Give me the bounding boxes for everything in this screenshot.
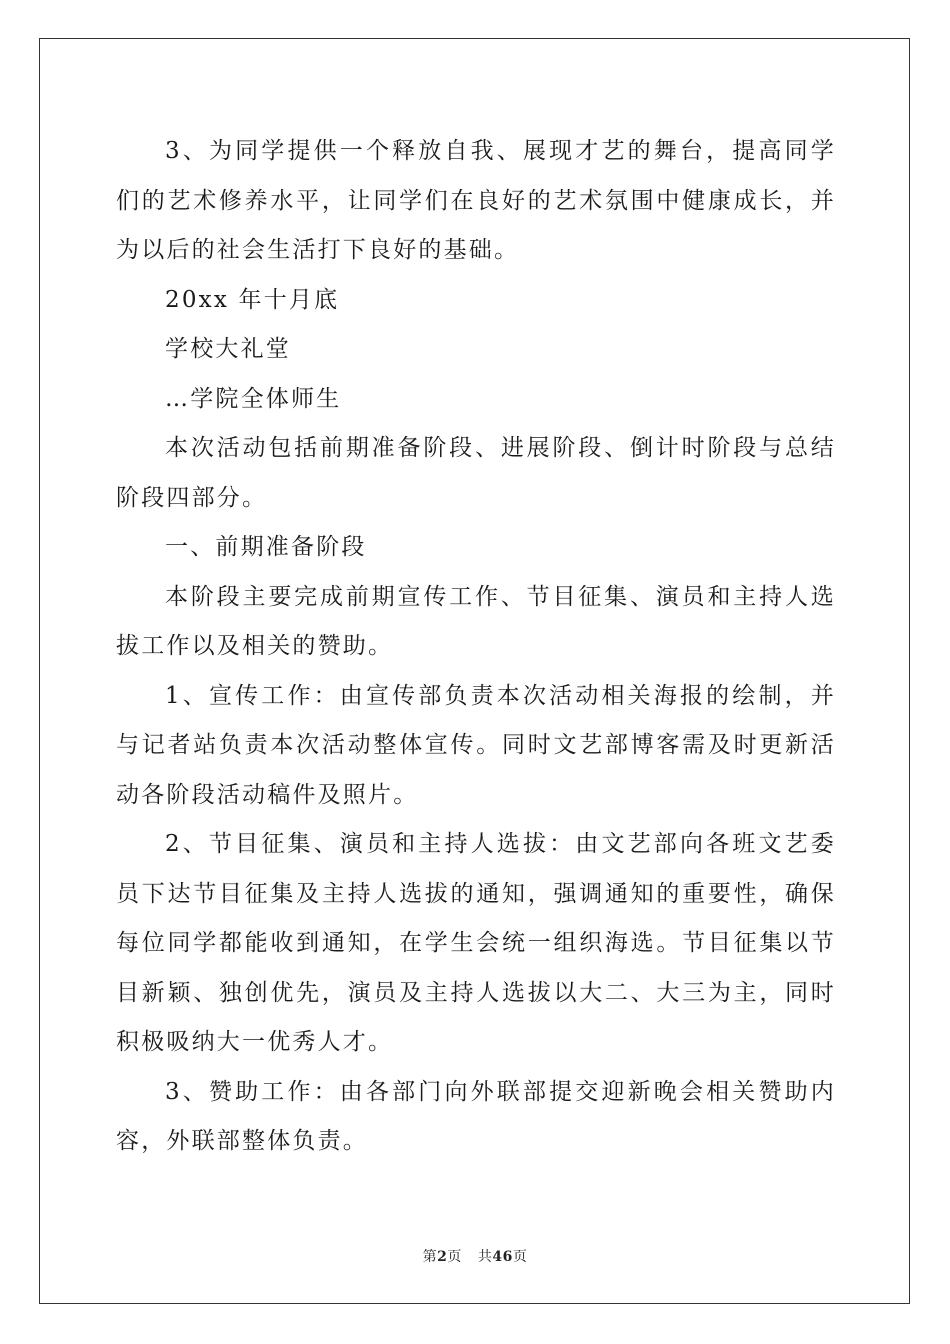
paragraph: 本次活动包括前期准备阶段、进展阶段、倒计时阶段与总结阶段四部分。 [116,435,836,511]
paragraph: 本阶段主要完成前期宣传工作、节目征集、演员和主持人选拔工作以及相关的赞助。 [116,583,836,659]
page-label-prefix: 第 [422,1249,438,1265]
total-label-suffix: 页 [512,1249,528,1265]
paragraph: 学校大礼堂 [165,336,291,362]
paragraph: 3、为同学提供一个释放自我、展现才艺的舞台，提高同学们的艺术修养水平，让同学们在良好的艺术氛围中健康成长，并为以后的社会生活打下良好的基础。 [116,138,836,263]
current-page-number: 2 [437,1249,448,1265]
total-pages-number: 46 [492,1249,513,1265]
paragraph: 2、节目征集、演员和主持人选拔：由文艺部向各班文艺委员下达节目征集及主持人选拔的通知，强调通知的重要性，确保每位同学都能收到通知，在学生会统一组织海选。节目征集以节目新颖、独创优先，演员及主持人选拔以大二、大三为主，同时积极吸纳大一优秀人才。 [116,831,836,1055]
page-footer [0,1246,950,1266]
paragraph: 3、赞助工作：由各部门向外联部提交迎新晚会相关赞助内容，外联部整体负责。 [116,1078,836,1154]
total-label-prefix: 共 [477,1249,493,1265]
page-label-suffix: 页 [447,1249,462,1265]
document-body [116,127,836,1167]
paragraph: …学院全体师生 [165,385,342,412]
paragraph: 20xx 年十月底 [165,286,340,313]
paragraph: 1、宣传工作：由宣传部负责本次活动相关海报的绘制，并与记者站负责本次活动整体宣传。同时文艺部博客需及时更新活动各阶段活动稿件及照片。 [116,682,836,808]
section-heading: 一、前期准备阶段 [165,534,367,560]
